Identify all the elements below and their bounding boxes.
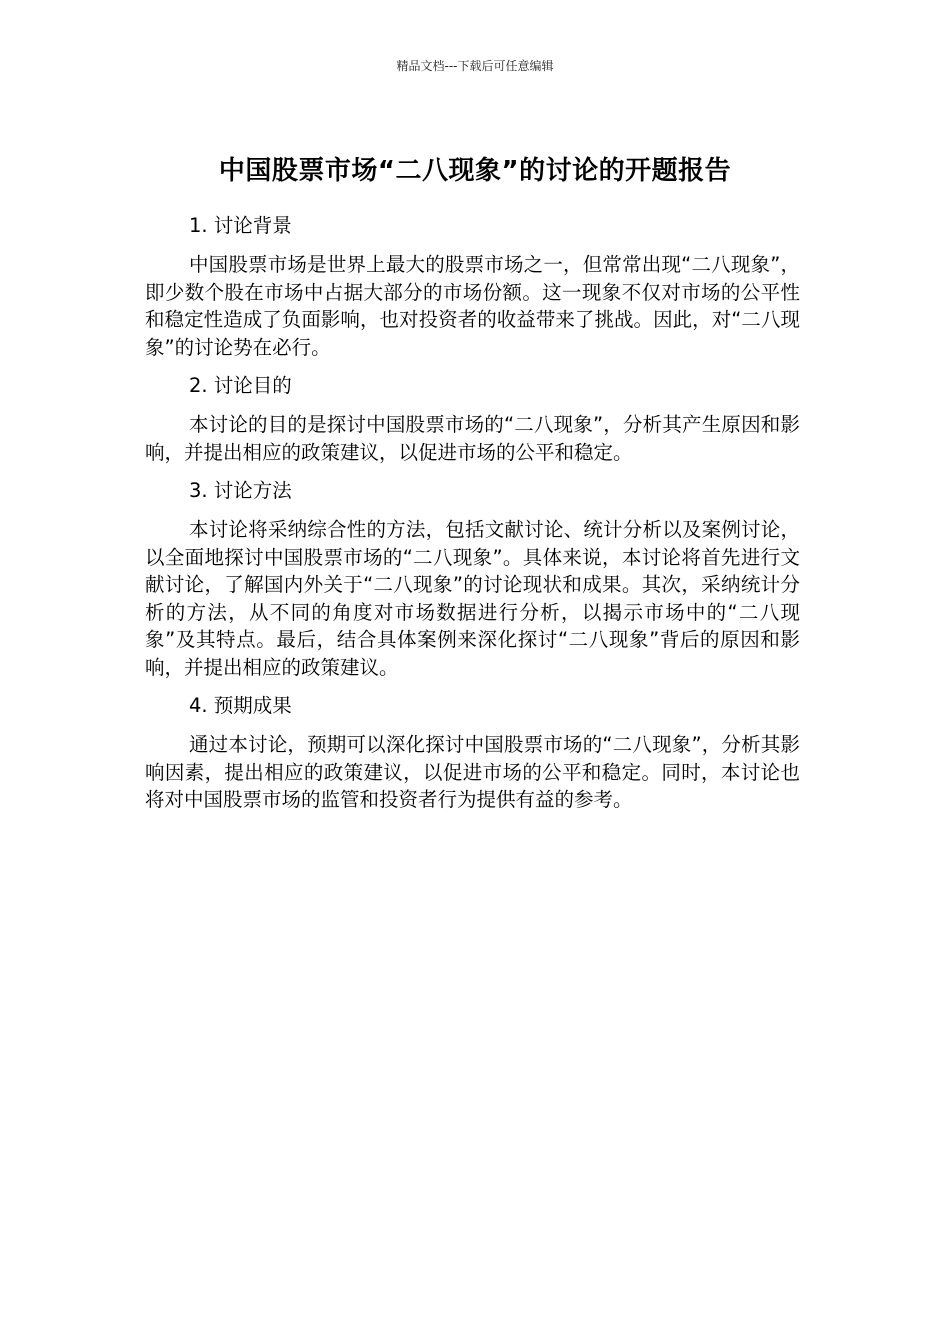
- section-heading: 1. 讨论背景: [189, 214, 292, 237]
- section-heading: 2. 讨论目的: [189, 374, 292, 397]
- section-paragraph: 通过本讨论，预期可以深化探讨中国股票市场的“二八现象”，分析其影响因素，提出相应的政策建议，以促进市场的公平和稳定。同时，本讨论也将对中国股票市场的监管和投资者行为提供有益的参考。: [145, 733, 800, 811]
- header-note: 精品文档---下载后可任意编辑: [396, 59, 554, 73]
- section-method: [145, 477, 800, 692]
- section-expected-results: [145, 692, 800, 814]
- section-paragraph: 本讨论的目的是探讨中国股票市场的“二八现象”，分析其产生原因和影响，并提出相应的政策建议，以促进市场的公平和稳定。: [145, 413, 800, 464]
- document-title: 中国股票市场“二八现象”的讨论的开题报告: [218, 156, 732, 187]
- section-paragraph: 中国股票市场是世界上最大的股票市场之一，但常常出现“二八现象”，即少数个股在市场中占据大部分的市场份额。这一现象不仅对市场的公平性和稳定性造成了负面影响，也对投资者的收益带来了挑战。因此，对“二八现象”的讨论势在必行。: [145, 253, 800, 359]
- section-background: [145, 212, 800, 372]
- document-body: [145, 212, 800, 814]
- section-heading: 3. 讨论方法: [189, 479, 292, 502]
- section-paragraph: 本讨论将采纳综合性的方法，包括文献讨论、统计分析以及案例讨论，以全面地探讨中国股票市场的“二八现象”。具体来说，本讨论将首先进行文献讨论，了解国内外关于“二八现象”的讨论现状和成果。其次，采纳统计分析的方法，从不同的角度对市场数据进行分析，以揭示市场中的“二八现象”及其特点。最后，结合具体案例来深化探讨“二八现象”背后的原因和影响，并提出相应的政策建议。: [145, 518, 800, 679]
- section-purpose: [145, 372, 800, 477]
- section-heading: 4. 预期成果: [189, 694, 292, 717]
